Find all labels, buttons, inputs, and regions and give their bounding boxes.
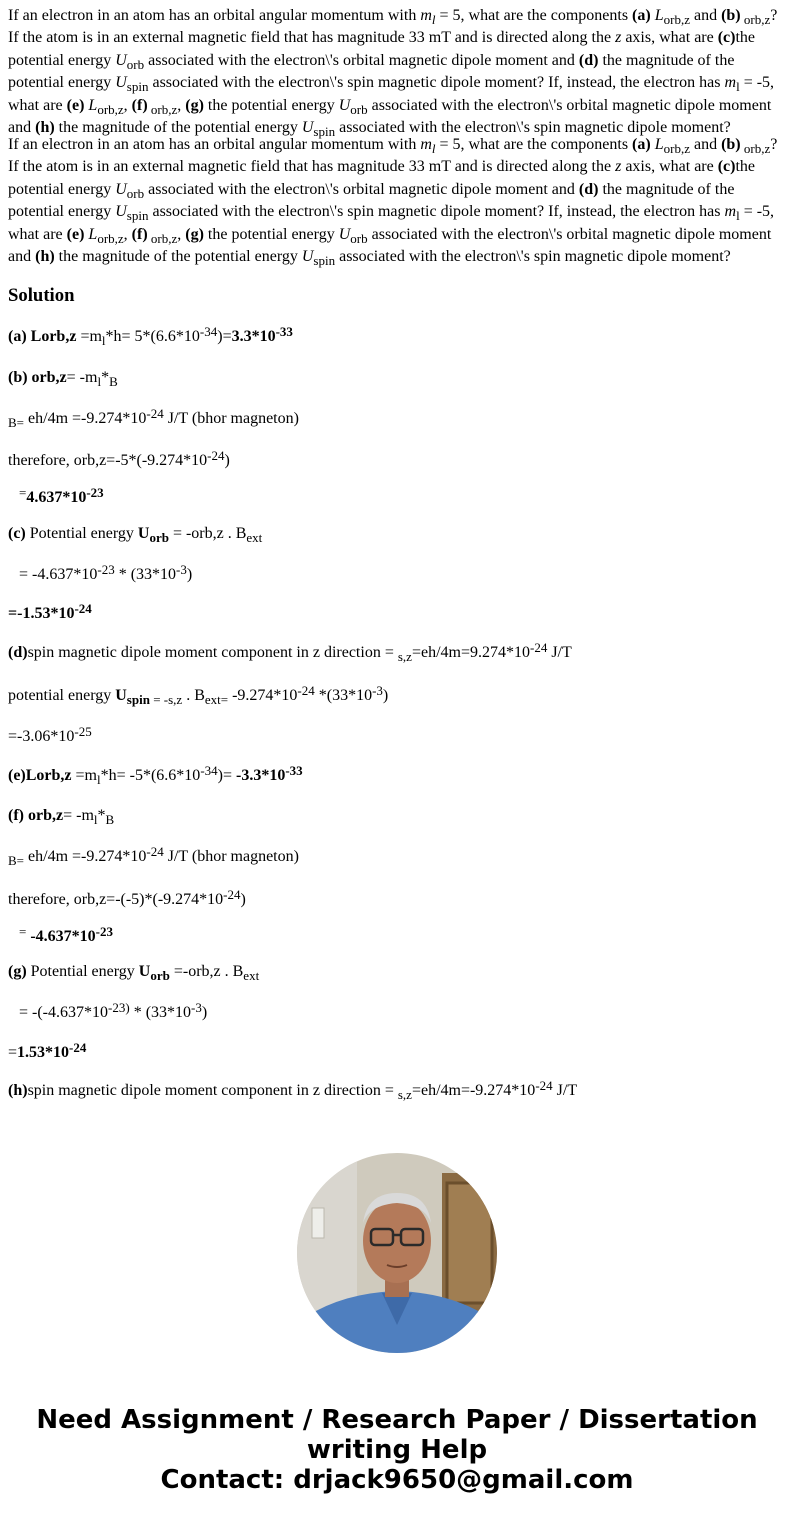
question-line: If the atom is in an external magnetic field that has magnitude 33 mT and is directed along the z axis, what are (c)the — [8, 158, 756, 176]
question-line: potential energy $U_{orb}$ associated with the electron\'s orbital magnetic dipole moment and (d) the magnitude of the — [8, 180, 735, 201]
solution-f-answer: = $-4.637*10^{-23}$ — [19, 924, 114, 945]
solution-b: (b) $orb,z= -m_l*_B$ — [8, 369, 118, 389]
footer-promo-line: Need Assignment / Research Paper / Dissertation — [36, 1405, 758, 1435]
solution-f-therefore: therefore, $orb,z=-(-5)*(-9.274*10^{-24})$ — [8, 887, 246, 908]
solution-g-answer: $=1.53*10^{-24}$ — [8, 1040, 87, 1061]
question-text — [8, 5, 786, 139]
solution-d-answer: $=-3.06*10^{-25}$ — [8, 724, 92, 745]
solution-f-magneton: $_{B=}$ $eh/4m =-9.274*10^{-24}$ J/T (bhor magneton) — [8, 844, 299, 868]
question-line: If an electron in an atom has an orbital angular momentum with $m_l = 5$, what are the components (a) $L_{orb,z}$ and (b) $_{orb,z}$? — [8, 7, 778, 27]
tutor-avatar — [297, 1153, 497, 1353]
solution-d: (d)spin magnetic dipole moment component in z direction = $_{s,z}=eh/4m=9.274*10^{-24}$ J/T — [8, 640, 572, 664]
solution-d-energy: potential energy $U_{spin}$ $_{= -s,z}$ . $B_{ext=}$ $-9.274*10^{-24}$ $*(33*10^{-3})$ — [8, 683, 389, 707]
solution-a: (a) Lorb,z $=m_l*h= 5*(6.6*10^{-34})=3.3*10^{-33}$ — [8, 324, 293, 348]
solution-g: (g) Potential energy $U_{orb} =-orb,z$ . $B_{ext}$ — [8, 963, 260, 983]
question-line: If an electron in an atom has an orbital angular momentum with $m_l = 5$, what are the components (a) $L_{orb,z}$ and (b) $_{orb,z}$? — [8, 136, 778, 156]
question-line: what are (e) $L_{orb,z}$, (f) $_{orb,z}$, (g) the potential energy $U_{orb}$ associated with the electron\'s orbital magnetic dipole moment — [8, 225, 772, 246]
solution-g-calc: = $-(-4.637*10^{-23)} * (33*10^{-3})$ — [19, 1000, 208, 1021]
question-line: and (h) the magnitude of the potential energy $U_{spin}$ associated with the electron\'s spin magnetic dipole moment? — [8, 248, 731, 269]
tutor-portrait-image — [297, 1153, 497, 1353]
solution-b-magneton: $_{B=}$ $eh/4m =-9.274*10^{-24}$ J/T (bhor magneton) — [8, 406, 299, 430]
solution-f: (f) $orb,z= -m_l*_B$ — [8, 807, 115, 827]
solution-c-calc: = $-4.637*10^{-23} * (33*10^{-3})$ — [19, 562, 193, 583]
question-line: If the atom is in an external magnetic field that has magnitude 33 mT and is directed along the z axis, what are (c)the — [8, 29, 756, 47]
footer-promo-line: writing Help — [306, 1435, 488, 1465]
solution-heading: Solution — [8, 285, 75, 306]
solution-e: (e)Lorb,z $=m_l*h= -5*(6.6*10^{-34})= -3.3*10^{-33}$ — [8, 763, 303, 787]
question-line: what are (e) $L_{orb,z}$, (f) $_{orb,z}$, (g) the potential energy $U_{orb}$ associated with the electron\'s orbital magnetic dipole moment — [8, 96, 772, 117]
solution-b-therefore: therefore, $orb,z=-5*(-9.274*10^{-24})$ — [8, 448, 230, 469]
solution-c-answer: $=-1.53*10^{-24}$ — [8, 601, 92, 622]
solution-h: (h)spin magnetic dipole moment component in z direction = $_{s,z}=eh/4m=-9.274*10^{-24}$ J/T — [8, 1078, 578, 1102]
footer-contact-email: Contact: drjack9650@gmail.com — [160, 1465, 634, 1495]
question-line: potential energy $U_{orb}$ associated with the electron\'s orbital magnetic dipole moment and (d) the magnitude of the — [8, 51, 735, 72]
question-line: potential energy $U_{spin}$ associated with the electron\'s spin magnetic dipole moment? If, instead, the electron has $m_l = -5$, — [8, 74, 775, 95]
question-line: and (h) the magnitude of the potential energy $U_{spin}$ associated with the electron\'s spin magnetic dipole moment? — [8, 119, 731, 140]
solution-c: (c) Potential energy $U_{orb} = -orb,z$ . $B_{ext}$ — [8, 525, 263, 545]
solution-b-answer: $^=4.637*10^{-23}$ — [19, 485, 104, 506]
question-line: potential energy $U_{spin}$ associated with the electron\'s spin magnetic dipole moment? If, instead, the electron has $m_l = -5$, — [8, 203, 775, 224]
question-text-repeat — [8, 134, 786, 268]
